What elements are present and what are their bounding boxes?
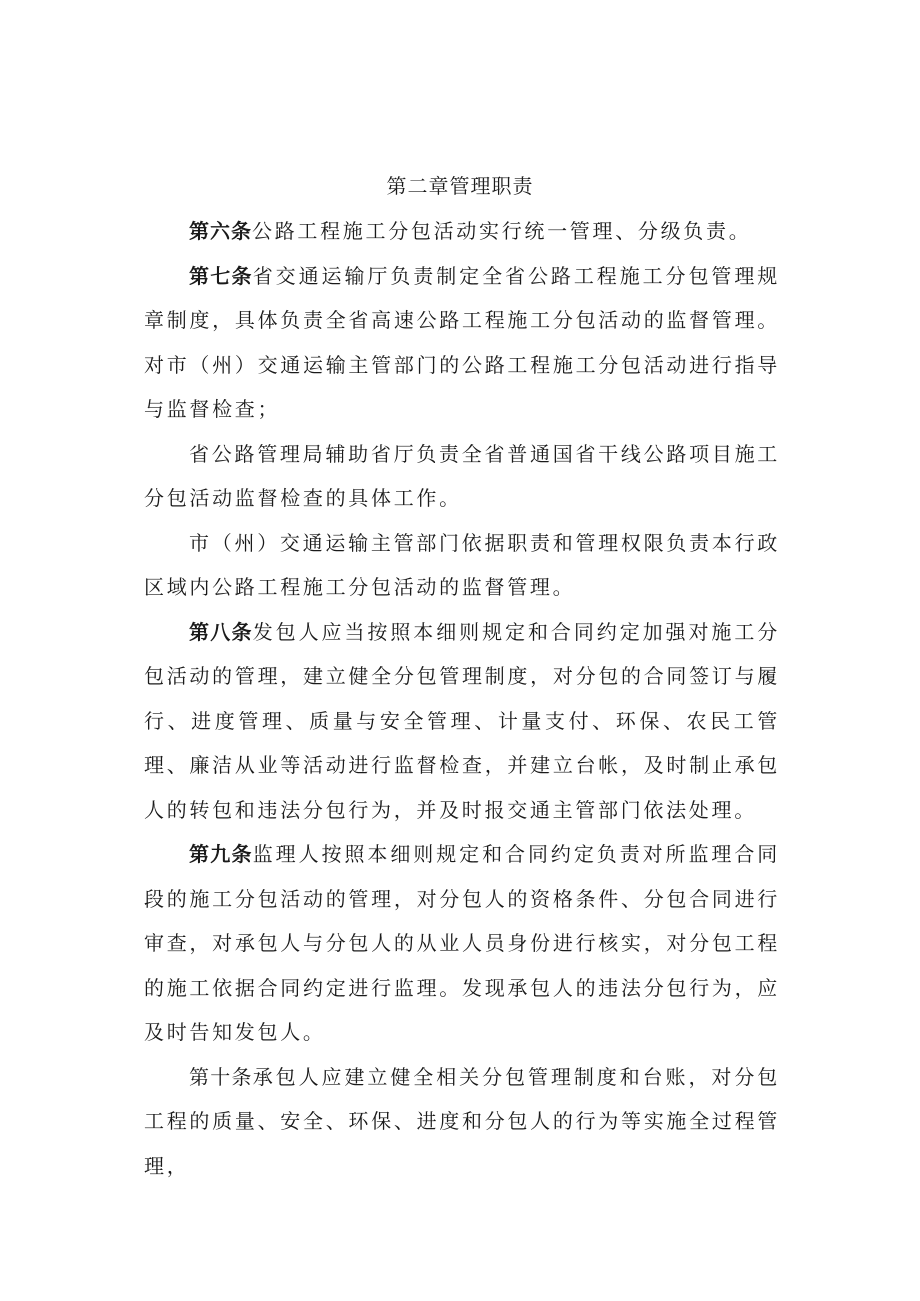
- article-8-text: 发包人应当按照本细则规定和合同约定加强对施工分包活动的管理，建立健全分包管理制度，对分包的合同签订与履行、进度管理、质量与安全管理、计量支付、环保、农民工管理、廉洁从业等活动进行监督检查，并建立台帐，及时制止承包人的转包和违法分包行为，并及时报交通主管部门依法处理。: [144, 619, 781, 822]
- paragraph-article-6: [144, 209, 780, 254]
- document-body: [144, 209, 780, 1188]
- article-10-label: 第十条: [189, 1064, 253, 1089]
- chapter-title: 第二章管理职责: [386, 174, 534, 198]
- article-7-label: 第七条: [189, 263, 253, 288]
- article-7-text: 省交通运输厅负责制定全省公路工程施工分包管理规章制度，具体负责全省高速公路工程施工分包活动的监督管理。对市（州）交通运输主管部门的公路工程施工分包活动进行指导与监督检查；: [144, 263, 781, 421]
- article-8-label: 第八条: [189, 619, 253, 644]
- paragraph-article-10: [144, 1055, 780, 1189]
- article-9-label: 第九条: [189, 842, 253, 866]
- article-6-text: 公路工程施工分包活动实行统一管理、分级负责。: [252, 219, 752, 243]
- paragraph-text: 市（州）交通运输主管部门依据职责和管理权限负责本行政区域内公路工程施工分包活动的监督管理。: [144, 530, 780, 599]
- paragraph-article-7: [144, 254, 780, 432]
- paragraph-article-9: [144, 832, 780, 1055]
- paragraph-text: 省公路管理局辅助省厅负责全省普通国省干线公路项目施工分包活动监督检查的具体工作。: [144, 441, 780, 510]
- article-6-label: 第六条: [189, 219, 252, 243]
- paragraph-provincial-highway-bureau: [144, 432, 780, 521]
- paragraph-municipal-departments: [144, 521, 780, 610]
- article-10-text: 承包人应建立健全相关分包管理制度和台账，对分包工程的质量、安全、环保、进度和分包人的行为等实施全过程管理，: [144, 1064, 781, 1178]
- article-9-text: 监理人按照本细则规定和合同约定负责对所监理合同段的施工分包活动的管理，对分包人的资格条件、分包合同进行审查，对承包人与分包人的从业人员身份进行核实，对分包工程的施工依据合同约定进行监理。发现承包人的违法分包行为，应及时告知发包人。: [144, 842, 781, 1044]
- paragraph-article-8: [144, 610, 780, 833]
